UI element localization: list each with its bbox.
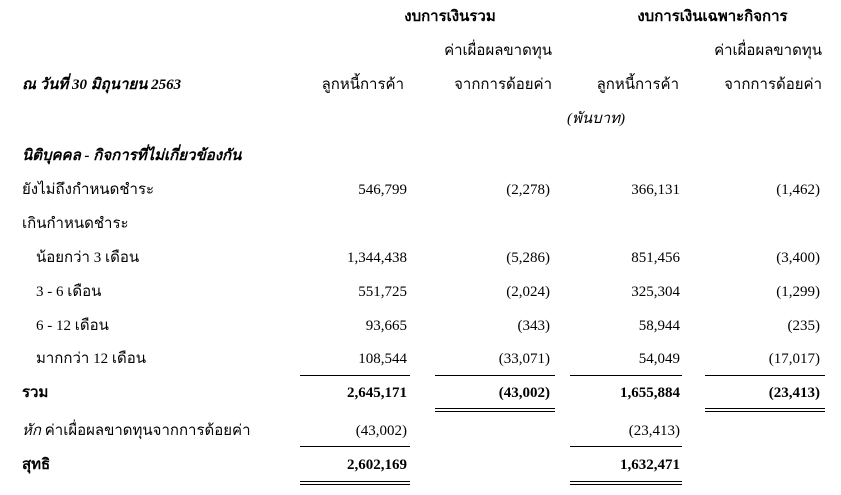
double-rule <box>705 408 825 412</box>
subtotal-rule <box>570 375 682 376</box>
row-c4: (3,400) <box>776 250 820 266</box>
subtotal-rule <box>705 375 825 376</box>
row-c3: 54,049 <box>638 351 680 367</box>
less-c3: (23,413) <box>628 423 680 439</box>
row-label: 6 - 12 เดือน <box>36 318 109 334</box>
row-c4: (17,017) <box>768 351 820 367</box>
net-rule <box>570 446 682 447</box>
row-c1: 93,665 <box>365 318 407 334</box>
double-rule <box>570 481 682 485</box>
row-c2: (343) <box>517 318 550 334</box>
col3-header: ลูกหนี้การค้า <box>596 77 679 93</box>
less-text: ค่าเผื่อผลขาดทุนจากการด้อยค่า <box>44 423 251 439</box>
date-label: ณ วันที่ 30 มิถุนายน 2563 <box>22 77 182 93</box>
section-title: นิติบุคคล - กิจการที่ไม่เกี่ยวข้องกัน <box>22 148 242 164</box>
total-c2: (43,002) <box>498 385 550 401</box>
row-label: เกินกำหนดชำระ <box>22 216 129 232</box>
total-c4: (23,413) <box>768 385 820 401</box>
double-rule <box>300 481 410 485</box>
col4-header-line2: จากการด้อยค่า <box>724 77 822 93</box>
row-c2: (2,024) <box>506 284 550 300</box>
row-c3: 325,304 <box>631 284 680 300</box>
row-c1: 551,725 <box>358 284 407 300</box>
row-c2: (33,071) <box>498 351 550 367</box>
total-c3: 1,655,884 <box>620 385 680 401</box>
net-rule <box>300 446 410 447</box>
total-label: รวม <box>22 385 49 401</box>
row-label: 3 - 6 เดือน <box>36 284 102 300</box>
row-c3: 366,131 <box>631 182 680 198</box>
less-prefix: หัก <box>22 423 41 439</box>
row-label: มากกว่า 12 เดือน <box>36 351 146 367</box>
header-separate: งบการเงินเฉพาะกิจการ <box>637 9 788 25</box>
row-c4: (1,299) <box>776 284 820 300</box>
row-label: น้อยกว่า 3 เดือน <box>36 250 140 266</box>
header-consolidated: งบการเงินรวม <box>404 9 496 25</box>
row-c1: 108,544 <box>358 351 407 367</box>
col1-header: ลูกหนี้การค้า <box>321 77 404 93</box>
row-c2: (5,286) <box>506 250 550 266</box>
total-c1: 2,645,171 <box>347 385 407 401</box>
subtotal-rule <box>300 375 410 376</box>
net-c3: 1,632,471 <box>620 457 680 473</box>
col2-header-line2: จากการด้อยค่า <box>454 77 552 93</box>
double-rule <box>435 408 555 412</box>
row-label: ยังไม่ถึงกำหนดชำระ <box>22 182 155 198</box>
less-c1: (43,002) <box>355 423 407 439</box>
col2-header-line1: ค่าเผื่อผลขาดทุน <box>444 43 552 59</box>
row-c4: (235) <box>787 318 820 334</box>
net-c1: 2,602,169 <box>347 457 407 473</box>
unit-label: (พันบาท) <box>567 111 625 127</box>
row-c3: 58,944 <box>638 318 680 334</box>
col4-header-line1: ค่าเผื่อผลขาดทุน <box>714 43 822 59</box>
subtotal-rule <box>435 375 555 376</box>
less-label <box>22 422 251 440</box>
row-c4: (1,462) <box>776 182 820 198</box>
row-c2: (2,278) <box>506 182 550 198</box>
net-label: สุทธิ <box>22 457 51 473</box>
row-c3: 851,456 <box>631 250 680 266</box>
row-c1: 546,799 <box>358 182 407 198</box>
row-c1: 1,344,438 <box>347 250 407 266</box>
